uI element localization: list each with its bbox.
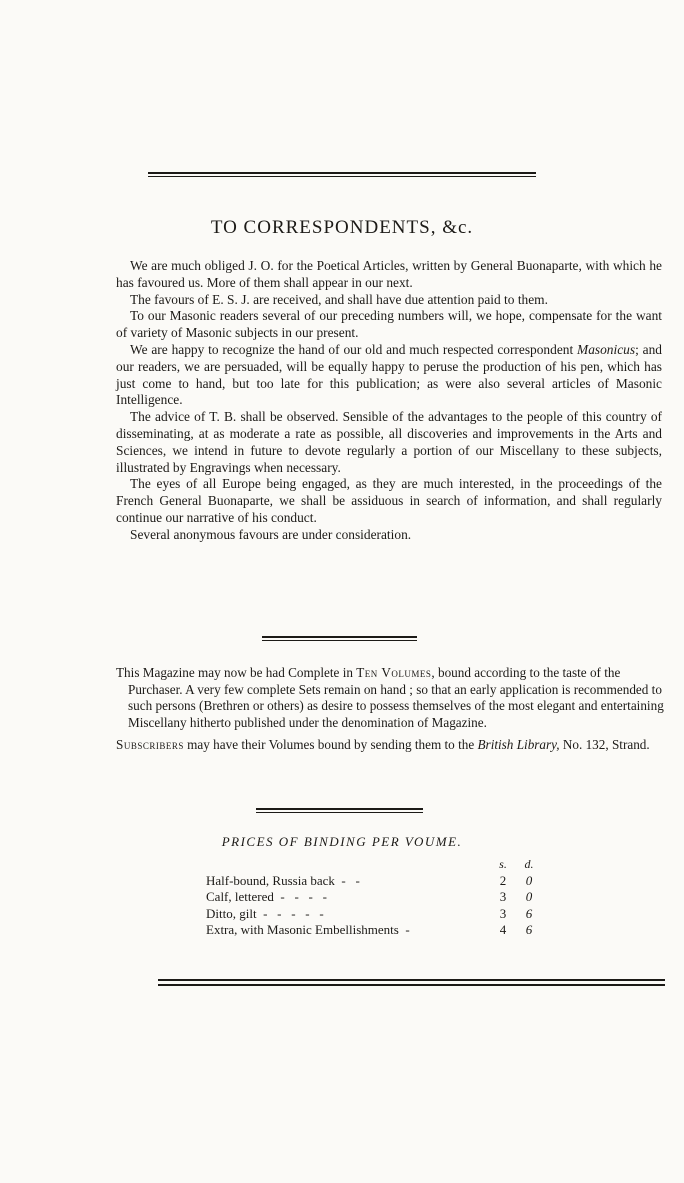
correspondents-notes (116, 258, 662, 544)
note-paragraph: We are much obliged J. O. for the Poetical Articles, written by General Buonaparte, with which he has favoured us. More of them shall appear in our next. (116, 258, 662, 290)
price-pence: 0 (525, 889, 533, 904)
note-italic-name: Masonicus (577, 341, 636, 357)
middle-double-rule (262, 636, 417, 642)
top-double-rule (148, 172, 536, 180)
note-paragraph: Several anonymous favours are under consideration. (130, 526, 412, 542)
price-item-label: Ditto, gilt (206, 905, 257, 921)
note-paragraph (116, 342, 662, 409)
price-pence: 6 (525, 922, 533, 937)
bottom-double-rule (158, 979, 665, 988)
price-leader: - - - - (273, 889, 327, 904)
note-paragraph: To our Masonic readers several of our preceding numbers will, we hope, compensate for the want of variety of Masonic subjects in our present. (116, 308, 662, 341)
notice-paragraph (116, 665, 664, 731)
price-pence: 6 (525, 905, 533, 921)
note-paragraph: The advice of T. B. shall be observed. Sensible of the advantages to the people of this country of disseminating, at as moderate a rate as possible, all discoveries and improvements in the Arts and Sciences, we intend in future to devote regularly a portion of our Miscellany to these subjects, illustrated by Engravings when necessary. (116, 409, 662, 475)
notice-text: This Magazine may now be had Complete in (116, 665, 357, 680)
notice-paragraph (116, 737, 664, 754)
price-row (206, 873, 586, 890)
price-pence: 0 (525, 872, 533, 888)
shillings-header: s. (499, 857, 507, 871)
pence-header: d. (524, 857, 534, 871)
price-row (206, 889, 586, 906)
price-leader: - (398, 922, 410, 937)
note-text: We are happy to recognize the hand of our old and much respected correspondent (130, 341, 578, 357)
price-shillings: 3 (499, 905, 507, 921)
notice-text: may have their Volumes bound by sending them to the (183, 737, 478, 753)
price-shillings: 4 (499, 922, 507, 937)
notice-smallcaps: Subscribers (116, 737, 184, 753)
price-header-row (206, 856, 586, 873)
price-shillings: 2 (499, 872, 507, 888)
notice-italic: British Library, (477, 737, 560, 753)
note-paragraph: The eyes of all Europe being engaged, as they are much interested, in the proceedings of the French General Buonaparte, we shall be assiduous in search of information, and shall regularly continue our narrative of his conduct. (116, 476, 662, 525)
magazine-notice (116, 665, 664, 760)
price-item-label: Half-bound, Russia back (206, 872, 335, 888)
notice-text: No. 132, Strand. (559, 737, 650, 753)
price-item-label: Calf, lettered (206, 889, 274, 904)
price-leader: - - - - - (256, 905, 324, 921)
price-row (206, 922, 586, 939)
price-item-label: Extra, with Masonic Embellishments (206, 922, 399, 937)
price-table (206, 856, 586, 939)
notice-text: , bound according to the taste of the Purchaser. A very few complete Sets remain on hand ; so that an early application is recommended to such persons (Brethren or others) as desire to possess themselves of the most elegant and entertaining Miscellany hitherto published under the denomination of Magazine. (128, 665, 664, 730)
note-text: ; and our readers, we are persuaded, will be equally happy to peruse the production of his pen, which has just come to hand, but too late for this publication; as were also several articles of Masonic Intelligence. (116, 341, 662, 408)
prices-title: PRICES OF BINDING PER VOUME. (221, 834, 463, 849)
price-double-rule (256, 808, 423, 814)
page-heading: TO CORRESPONDENTS, &c. (210, 217, 474, 238)
notice-smallcaps: Ten Volumes (356, 665, 432, 680)
note-paragraph: The favours of E. S. J. are received, and shall have due attention paid to them. (130, 291, 548, 307)
price-shillings: 3 (499, 889, 507, 904)
price-leader: - - (334, 872, 360, 888)
price-row (206, 906, 586, 923)
